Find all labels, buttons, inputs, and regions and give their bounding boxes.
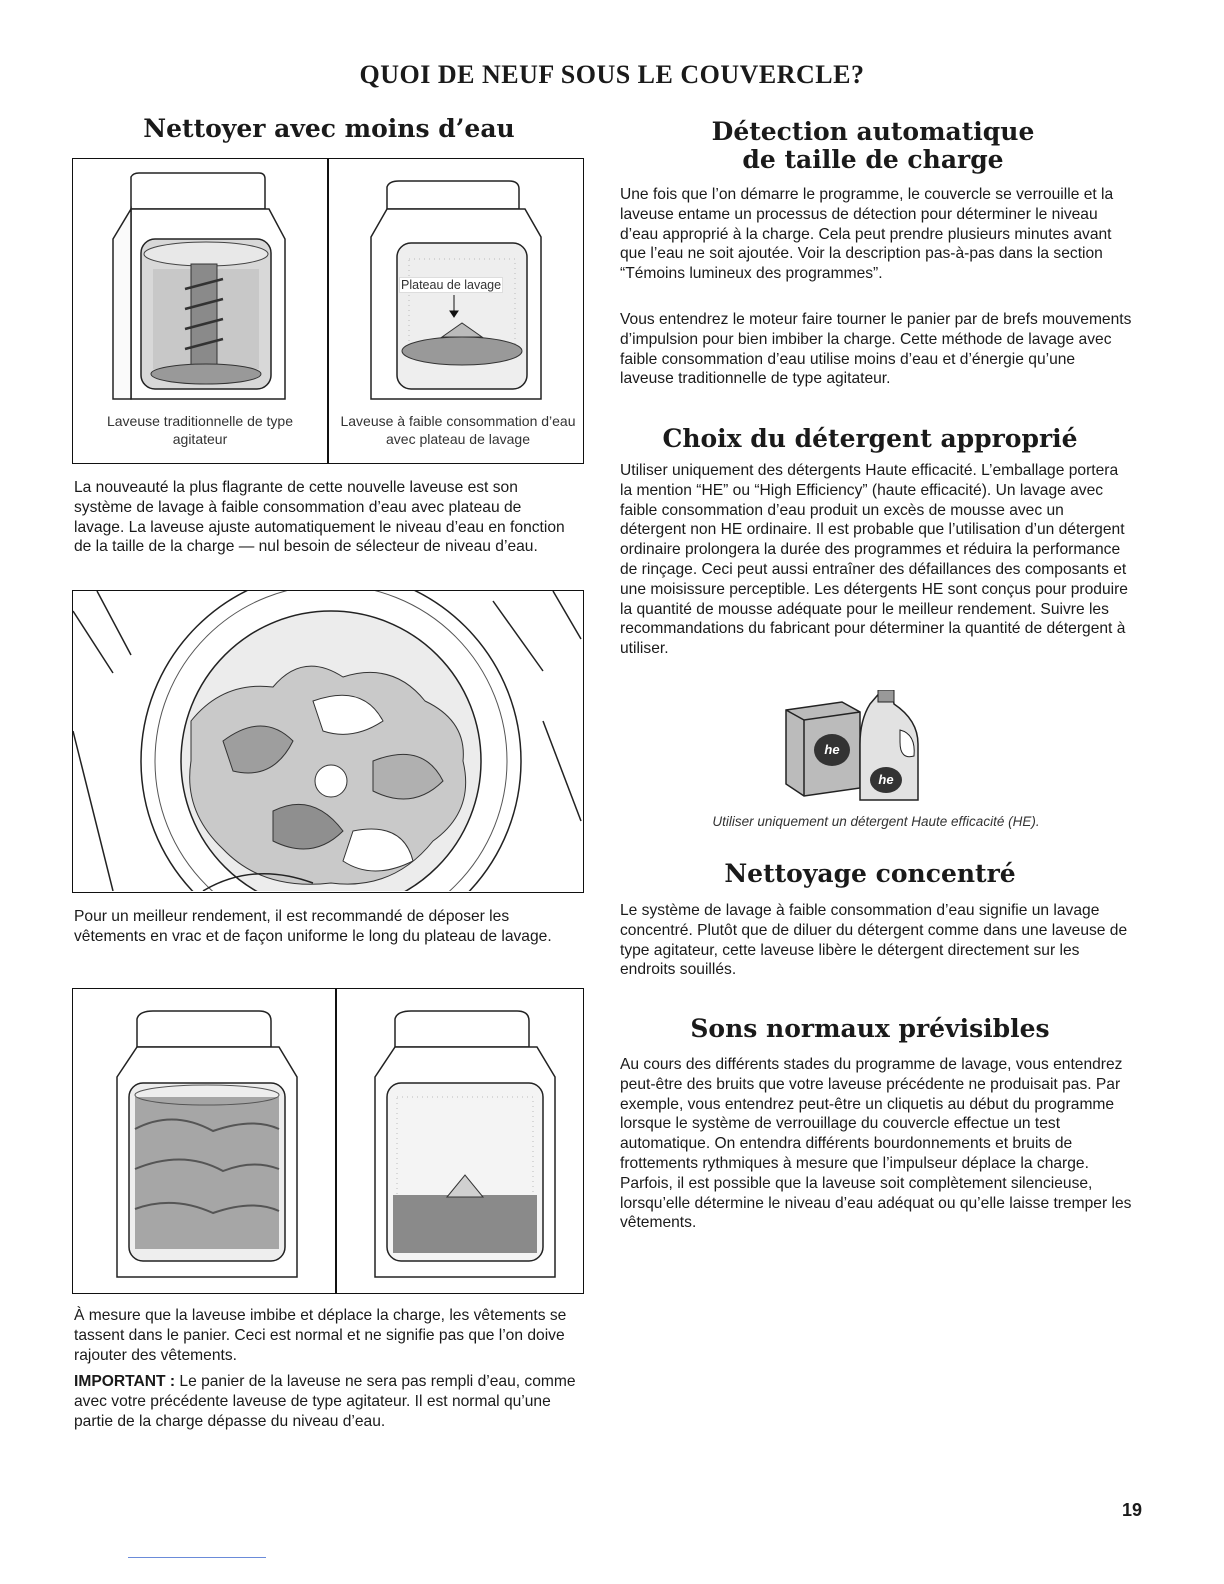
section-heading-less-water: Nettoyer avec moins d’eau <box>143 114 515 143</box>
page-title: QUOI DE NEUF SOUS LE COUVERCLE? <box>359 60 865 89</box>
load-before-illustration <box>73 989 335 1289</box>
agitator-washer-illustration <box>73 159 327 404</box>
load-after-illustration <box>337 989 585 1289</box>
paragraph-detection-2: Vous entendrez le moteur faire tourner le panier par de brefs mouvements d’impulsion pour bien imbiber la charge. Cette méthode de lavage avec faible consommation d’eau utilise moins d’eau et d’énergie qu’une laveuse traditionnelle de type agitateur. <box>620 311 1132 388</box>
figure-washer-comparison <box>72 158 584 464</box>
paragraph-loading-tip: Pour un meilleur rendement, il est recommandé de déposer les vêtements en vrac et de façon uniforme le long du plateau de lavage. <box>74 908 552 945</box>
he-logo-bottle: he <box>878 772 894 787</box>
footer-rule <box>128 1557 266 1558</box>
label-wash-plate: Plateau de lavage <box>401 278 502 292</box>
figure-load-settling <box>72 988 584 1294</box>
caption-agitator-washer: Laveuse traditionnelle de type agitateur <box>106 413 294 447</box>
caption-impeller-washer: Laveuse à faible consommation d’eau avec plateau de lavage <box>340 413 576 447</box>
basket-load-illustration <box>73 591 583 891</box>
paragraph-detergent: Utiliser uniquement des détergents Haute efficacité. L’emballage portera la mention “HE” ou “High Efficiency” (haute efficacité). Un lavage avec faible consommation d’eau produit un excès de mousse avec un détergent non HE ordinaire. Il est probable que l’utilisation d’un détergent ordinaire prolongera la durée des programmes et réduira la performance de rinçage. Ceci peut aussi entraîner des défaillances des composants et une moisissure perceptible. Les détergents HE sont conçus pour produire la quantité de mousse adéquate pour le meilleur rendement. Suivre les recommandations du fabricant pour déterminer la quantité de détergent à utiliser. <box>620 462 1128 658</box>
detergent-caption: Utiliser uniquement un détergent Haute efficacité (HE). <box>712 814 1040 829</box>
paragraph-detection-1: Une fois que l’on démarre le programme, le couvercle se verrouille et la laveuse entame un processus de détection pour déterminer le niveau d’eau approprié à la charge. Cela peut prendre plusieurs minutes avant que l’eau ne soit ajoutée. Voir la description pas-à-pas dans la section “Témoins lumineux des programmes”. <box>620 186 1114 283</box>
section-heading-detection-2: de taille de charge <box>742 145 1004 174</box>
paragraph-load-settling: À mesure que la laveuse imbibe et déplace la charge, les vêtements se tassent dans le panier. Ceci est normal et ne signifie pas que l’on doive rajouter des vêtements. <box>74 1307 567 1364</box>
section-heading-sounds: Sons normaux prévisibles <box>690 1014 1050 1043</box>
he-detergent-illustration <box>782 690 932 802</box>
paragraph-important <box>74 1372 579 1431</box>
he-logo-box: he <box>824 742 840 757</box>
paragraph-sounds: Au cours des différents stades du programme de lavage, vous entendrez peut-être des bruits que votre laveuse précédente ne produisait pas. Par exemple, vous entendrez peut-être un cliquetis au début du programme lorsque le système de verrouillage du couvercle effectue un test automatique. On entendra différents bourdonnements et bruits de frottements rythmiques à mesure que l’impulseur déplace la charge. Parfois, il est possible que la laveuse soit complètement silencieuse, lorsqu’elle détermine le niveau d’eau adéquat ou qu’elle laisse tremper les vêtements. <box>620 1056 1132 1232</box>
figure-basket-load <box>72 590 584 893</box>
paragraph-concentrated: Le système de lavage à faible consommation d’eau signifie un lavage concentré. Plutôt que de diluer du détergent comme dans une laveuse de type agitateur, cette laveuse libère le détergent directement sur les endroits souillés. <box>620 902 1128 979</box>
paragraph-new-system: La nouveauté la plus flagrante de cette nouvelle laveuse est son système de lavage à faible consommation d’eau avec plateau de lavage. La laveuse ajuste automatiquement le niveau d’eau en fonction de la taille de la charge — nul besoin de sélecteur de niveau d’eau. <box>74 479 565 556</box>
section-heading-detection-1: Détection automatique <box>711 117 1035 146</box>
page-number: 19 <box>1121 1500 1142 1520</box>
section-heading-detergent: Choix du détergent approprié <box>662 424 1078 453</box>
important-text: Le panier de la laveuse ne sera pas rempli d’eau, comme avec votre précédente laveuse de type agitateur. Il est normal qu’une partie de la charge dépasse du niveau d’eau. <box>74 1373 576 1430</box>
section-heading-concentrated: Nettoyage concentré <box>724 859 1016 888</box>
important-label: IMPORTANT : <box>74 1373 176 1390</box>
